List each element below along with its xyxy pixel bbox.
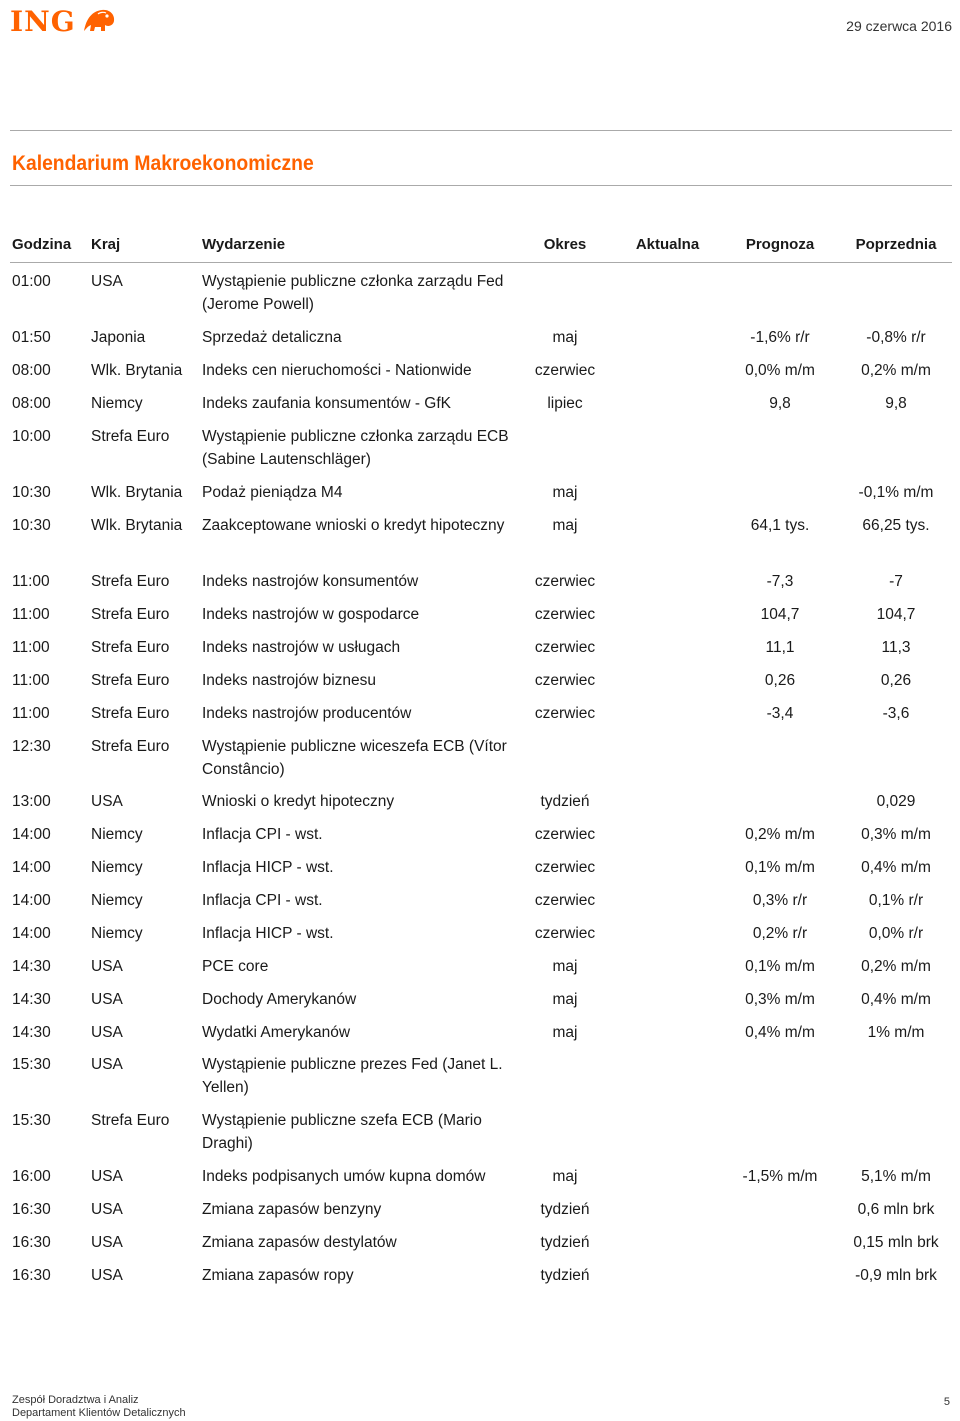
row-previous: 104,7 [876,606,916,623]
row-forecast: 0,4% m/m [745,1024,815,1041]
row-country: Niemcy [91,826,143,843]
row-country: USA [91,793,123,810]
row-previous: 9,8 [885,395,907,412]
row-period: tydzień [540,1201,590,1218]
row-period: czerwiec [534,573,596,590]
row-period: czerwiec [534,892,596,909]
page-number: 5 [943,1396,950,1408]
row-period: czerwiec [534,362,596,379]
row-country: Strefa Euro [91,573,170,590]
row-event: Wydatki Amerykanów [202,1024,351,1041]
row-period: maj [552,1168,578,1185]
col-header-period: Okres [543,236,587,253]
row-time: 14:30 [12,991,51,1008]
row-country: Niemcy [91,859,143,876]
row-time: 16:30 [12,1234,51,1251]
row-time: 14:00 [12,826,51,843]
row-forecast: 0,3% r/r [752,892,808,909]
row-event: Indeks cen nieruchomości - Nationwide [202,362,472,379]
row-previous: -0,1% m/m [858,484,934,501]
row-event: Indeks nastrojów producentów [202,705,412,722]
row-event: Wnioski o kredyt hipoteczny [202,793,395,810]
row-event: Dochody Amerykanów [202,991,357,1008]
row-event: Wystąpienie publiczne prezes Fed (Janet L. Yellen) [202,1056,503,1096]
row-forecast: 0,1% m/m [745,859,815,876]
row-forecast: -3,4 [766,705,794,722]
row-previous: 0,6 mln brk [857,1201,935,1218]
row-country: USA [91,958,123,975]
row-time: 11:00 [12,573,50,590]
row-forecast: 11,1 [765,639,795,656]
top-divider [10,130,952,131]
row-country: USA [91,1168,123,1185]
row-period: lipiec [547,395,583,412]
col-header-forecast: Prognoza [745,236,815,253]
row-previous: 5,1% m/m [861,1168,931,1185]
row-forecast: 0,1% m/m [745,958,815,975]
row-country: USA [91,991,123,1008]
row-time: 10:00 [12,428,51,445]
row-event: Inflacja HICP - wst. [202,925,334,942]
row-period: czerwiec [534,606,596,623]
row-country: USA [91,1056,123,1073]
col-header-previous: Poprzednia [855,236,937,253]
row-event: Indeks nastrojów w usługach [202,639,401,656]
row-country: Strefa Euro [91,1112,170,1129]
row-previous: -0,9 mln brk [855,1267,937,1284]
row-event: Inflacja CPI - wst. [202,826,323,843]
row-previous: -3,6 [882,705,910,722]
row-period: czerwiec [534,639,596,656]
row-previous: 0,4% m/m [861,991,931,1008]
footer-team: Zespół Doradztwa i Analiz [12,1394,139,1406]
row-time: 08:00 [12,362,51,379]
row-country: USA [91,1201,123,1218]
row-time: 14:00 [12,925,51,942]
row-country: Strefa Euro [91,738,170,755]
row-country: Niemcy [91,892,143,909]
row-event: Zmiana zapasów benzyny [202,1201,382,1218]
row-period: maj [552,958,578,975]
row-forecast: 0,3% m/m [745,991,815,1008]
row-period: tydzień [540,1234,590,1251]
row-event: Zmiana zapasów destylatów [202,1234,397,1251]
row-previous: 11,3 [881,639,911,656]
row-previous: -7 [889,573,903,590]
col-header-actual: Aktualna [635,236,700,253]
row-time: 14:00 [12,892,51,909]
row-event: Indeks nastrojów biznesu [202,672,377,689]
row-previous: 0,1% r/r [868,892,924,909]
row-time: 01:50 [12,329,51,346]
row-previous: 0,4% m/m [861,859,931,876]
row-country: Strefa Euro [91,606,170,623]
row-previous: 0,2% m/m [861,958,931,975]
row-event: Sprzedaż detaliczna [202,329,342,346]
row-period: maj [552,517,578,534]
title-divider [10,185,952,186]
row-period: maj [552,991,578,1008]
row-forecast: -1,6% r/r [750,329,810,346]
row-forecast: 9,8 [769,395,791,412]
row-event: Podaż pieniądza M4 [202,484,343,501]
row-time: 10:30 [12,484,51,501]
row-country: Strefa Euro [91,639,170,656]
row-time: 15:30 [12,1056,51,1073]
row-country: Niemcy [91,395,143,412]
row-event: Indeks nastrojów w gospodarce [202,606,420,623]
row-event: Indeks nastrojów konsumentów [202,573,419,590]
row-event: Wystąpienie publiczne wiceszefa ECB (Vítor Constâncio) [202,738,507,778]
row-period: maj [552,1024,578,1041]
row-country: Niemcy [91,925,143,942]
row-time: 14:30 [12,1024,51,1041]
row-forecast: 0,0% m/m [745,362,815,379]
row-previous: 0,3% m/m [861,826,931,843]
row-period: czerwiec [534,826,596,843]
row-time: 11:00 [12,606,50,623]
row-country: Strefa Euro [91,672,170,689]
row-time: 01:00 [12,273,51,290]
col-header-event: Wydarzenie [202,236,286,253]
row-time: 14:30 [12,958,51,975]
row-previous: 66,25 tys. [862,517,930,534]
row-time: 15:30 [12,1112,51,1129]
row-event: Wystąpienie publiczne członka zarządu ECB (Sabine Lautenschläger) [202,428,509,468]
row-time: 11:00 [12,672,50,689]
row-country: Japonia [91,329,146,346]
row-time: 16:30 [12,1201,51,1218]
row-event: Zmiana zapasów ropy [202,1267,354,1284]
col-header-country: Kraj [91,236,121,253]
row-forecast: 0,26 [764,672,796,689]
row-country: Wlk. Brytania [91,484,183,501]
footer-department: Departament Klientów Detalicznych [12,1407,186,1419]
row-previous: 0,2% m/m [861,362,931,379]
row-forecast: 0,2% m/m [745,826,815,843]
row-forecast: -7,3 [766,573,794,590]
row-time: 13:00 [12,793,51,810]
row-forecast: -1,5% m/m [742,1168,818,1185]
row-time: 08:00 [12,395,51,412]
header-divider [10,262,952,263]
row-previous: 0,0% r/r [868,925,924,942]
row-period: tydzień [540,1267,590,1284]
row-time: 10:30 [12,517,51,534]
row-country: Wlk. Brytania [91,362,183,379]
row-period: czerwiec [534,859,596,876]
table-header [0,236,960,256]
row-event: Zaakceptowane wnioski o kredyt hipoteczny [202,517,505,534]
ing-logo [10,4,118,38]
row-forecast: 104,7 [760,606,800,623]
row-period: tydzień [540,793,590,810]
row-time: 11:00 [12,639,50,656]
col-header-time: Godzina [12,236,72,253]
row-event: Inflacja HICP - wst. [202,859,334,876]
row-country: Strefa Euro [91,428,170,445]
row-forecast: 64,1 tys. [750,517,810,534]
page-title: Kalendarium Makroekonomiczne [12,152,314,175]
row-event: Indeks podpisanych umów kupna domów [202,1168,486,1185]
row-time: 12:30 [12,738,51,755]
row-previous: 0,15 mln brk [853,1234,939,1251]
row-period: czerwiec [534,672,596,689]
row-period: maj [552,329,578,346]
row-country: Wlk. Brytania [91,517,183,534]
report-date: 29 czerwca 2016 [846,18,952,34]
row-previous: -0,8% r/r [866,329,926,346]
row-event: PCE core [202,958,269,975]
row-previous: 0,029 [876,793,916,810]
lion-icon [80,5,118,37]
row-country: USA [91,1234,123,1251]
row-country: Strefa Euro [91,705,170,722]
row-country: USA [91,273,123,290]
row-previous: 1% m/m [867,1024,925,1041]
row-time: 11:00 [12,705,50,722]
row-period: czerwiec [534,925,596,942]
row-event: Indeks zaufania konsumentów - GfK [202,395,451,412]
row-event: Wystąpienie publiczne szefa ECB (Mario Draghi) [202,1112,482,1152]
row-time: 16:30 [12,1267,51,1284]
row-forecast: 0,2% r/r [752,925,808,942]
row-country: USA [91,1024,123,1041]
row-period: czerwiec [534,705,596,722]
row-time: 14:00 [12,859,51,876]
row-country: USA [91,1267,123,1284]
footer [12,1394,186,1420]
row-event: Wystąpienie publiczne członka zarządu Fed (Jerome Powell) [202,273,504,313]
row-time: 16:00 [12,1168,51,1185]
row-event: Inflacja CPI - wst. [202,892,323,909]
row-period: maj [552,484,578,501]
logo-text: ING [10,4,76,38]
row-previous: 0,26 [880,672,912,689]
